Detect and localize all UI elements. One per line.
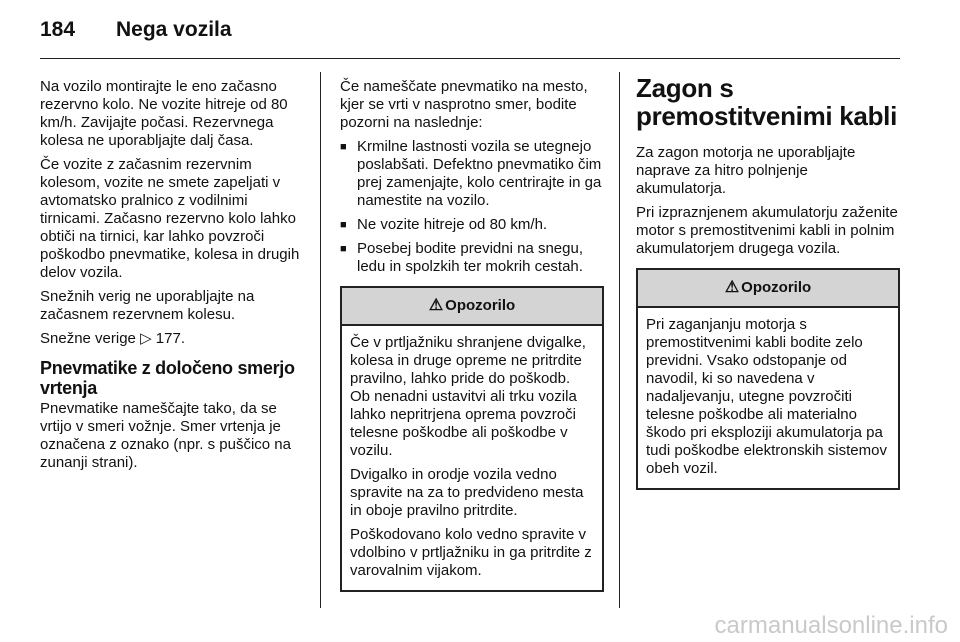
paragraph: Pri izpraznjenem akumulatorju zaženite motor s premostitvenimi kabli in polnim akumulatorjem drugega vozila. — [636, 204, 898, 257]
column-right — [636, 74, 900, 490]
warning-header — [638, 270, 898, 308]
warning-body — [638, 308, 898, 488]
list-item: ■ Posebej bodite previdni na snegu, ledu in spolzkih ter mokrih cestah. — [340, 240, 604, 276]
column-left — [40, 78, 308, 478]
header-rule — [40, 58, 900, 59]
bullet-list — [340, 138, 604, 276]
warning-paragraph: Pri zaganjanju motorja s premostitvenimi kabli bodite zelo previdni. Vsako odstopanje od navodil, ki so navedena v nadaljevanju, utegne povzročiti telesne poškodbe ali materialno škodo pri eksploziji akumulatorja pa tudi poškodbe elektronskih sistemov obeh vozil. — [646, 316, 887, 477]
paragraph: Če nameščate pnevmatiko na mesto, kjer se vrti v nasprotno smer, bodite pozorni na naslednje: — [340, 78, 588, 131]
column-divider-2 — [619, 72, 620, 608]
warning-paragraph: Poškodovano kolo vedno spravite v vdolbino v prtljažniku in ga pritrdite z varovalnim vijakom. — [350, 526, 592, 579]
section-heading: Pnevmatike z določeno smerjo vrtenja — [40, 358, 295, 398]
paragraph: Snežnih verig ne uporabljajte na začasnem rezervnem kolesu. — [40, 288, 255, 323]
column-divider-1 — [320, 72, 321, 608]
paragraph-reference — [40, 330, 308, 348]
paragraph: Za zagon motorja ne uporabljajte naprave za hitro polnjenje akumulatorja. — [636, 144, 856, 197]
warning-paragraph: Dvigalko in orodje vozila vedno spravite na za to predvideno mesta in oboje pravilno pritrdite. — [350, 466, 584, 519]
warning-triangle-icon: ⚠ — [724, 279, 740, 296]
warning-title: Opozorilo — [445, 297, 516, 314]
warning-title: Opozorilo — [741, 279, 812, 296]
reference-text: Snežne verige — [40, 330, 136, 347]
warning-header — [342, 288, 602, 326]
list-item: ■ Krmilne lastnosti vozila se utegnejo poslabšati. Defektno pnevmatiko čim prej zamenjajte, kolo centrirajte in ga namestite na vozilo. — [340, 138, 604, 210]
list-item: ■ Ne vozite hitreje od 80 km/h. — [340, 216, 604, 234]
arrow-reference-icon: ▷ — [140, 330, 152, 347]
warning-paragraph: Če v prtljažniku shranjene dvigalke, kolesa in druge opreme ne pritrdite pravilno, lahko pride do poškodb. Ob nenadni ustavitvi ali trku vozila lahko nepritrjena oprema povzroči telesne poškodbe ali poškodbe v vozilu. — [350, 334, 586, 459]
column-middle — [340, 78, 604, 592]
paragraph: Pnevmatike nameščajte tako, da se vrtijo v smeri vožnje. Smer vrtenja je označena z oznako (npr. s puščico na zunanji strani). — [40, 400, 291, 471]
page-number: 184 — [40, 18, 76, 41]
paragraph: Če vozite z začasnim rezervnim kolesom, vozite ne smete zapeljati v avtomatsko pralnico z vodilnimi tirnicami. Začasno rezervno kolo lahko obtiči na tirnici, kar lahko povzroči poškodbo pnevmatike, kolesa in drugih delov vozila. — [40, 156, 300, 281]
paragraph: Na vozilo montirajte le eno začasno rezervno kolo. Ne vozite hitreje od 80 km/h. Zavijajte počasi. Rezervnega kolesa ne uporabljajte dalj časa. — [40, 78, 288, 149]
warning-body — [342, 326, 602, 590]
watermark-text: carmanualsonline.info — [714, 612, 948, 639]
chapter-title: Nega vozila — [116, 18, 232, 41]
warning-box — [636, 268, 900, 490]
reference-page-link[interactable]: 177. — [155, 330, 185, 347]
section-heading: Zagon s premostitvenimi kabli — [636, 73, 898, 131]
warning-triangle-icon: ⚠ — [428, 297, 444, 314]
warning-box — [340, 286, 604, 592]
